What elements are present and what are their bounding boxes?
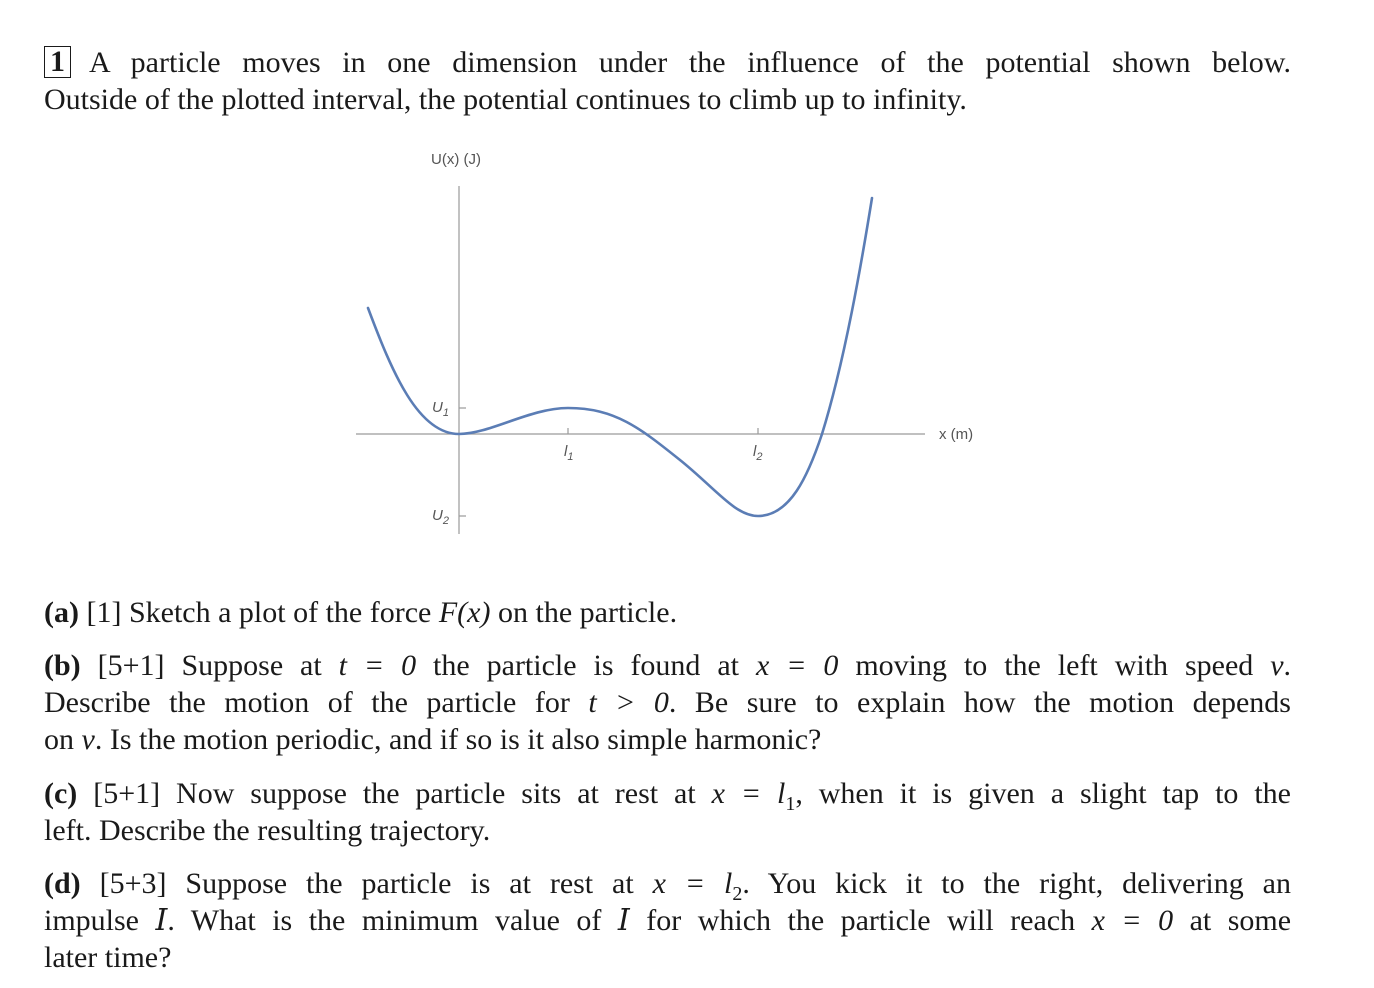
part-b-points: [5+1] [97,649,165,682]
part-b-text5: Be sure to explain how the motion depends [694,686,1291,719]
part-d-text2: . You kick it to the right, delivering an [742,867,1291,900]
part-b-line2: Describe the motion of the particle for t > 0. Be sure to explain how the motion depends [44,686,1291,719]
part-d-math2: x = 0 [1091,904,1174,937]
intro-text-1: A particle moves in one dimension under the influence of the potential shown below. [89,46,1291,79]
part-b-math1: t = 0 [338,649,417,682]
part-c-points: [5+1] [93,777,161,810]
part-c-math: x = l [711,777,786,810]
part-b-text7: Is the motion periodic, and if so is it also simple harmonic? [109,723,822,756]
part-b-line1: (b) [5+1] Suppose at t = 0 the particle is found at x = 0 moving to the left with speed v. [44,649,1292,682]
part-a-math: F(x) [438,596,491,629]
part-b-var2: v [81,723,95,756]
part-d-text3: impulse [44,904,139,937]
part-a-end: on the particle. [497,596,678,629]
potential-curve [368,198,872,516]
label-u2: $U_2$ [432,507,449,527]
part-b-label: (b) [44,649,81,682]
part-d-impulse-symbol: I [155,903,168,938]
part-d-label: (d) [44,867,81,900]
part-d-sub: 2 [732,883,743,905]
part-c-text1: Now suppose the particle sits at rest at [176,777,696,810]
part-b-text6: on [44,723,74,756]
part-a-points: [1] [86,596,122,629]
part-d-text5: for which the particle will reach [646,904,1076,937]
part-d-line2 [44,902,1291,939]
part-d-line3: later time? [44,941,172,974]
part-b-text3: moving to the left with speed [855,649,1254,682]
part-d-math: x = l [652,867,733,900]
part-d-points: [5+3] [99,867,167,900]
problem-number: 1 [44,46,71,78]
part-d-text4: . What is the minimum value of [167,904,602,937]
part-c-label: (c) [44,777,78,810]
part-b-text4: Describe the motion of the particle for [44,686,570,719]
problem-intro-line2: Outside of the plotted interval, the potential continues to climb up to infinity. [44,83,967,116]
part-a-label: (a) [44,596,79,629]
part-a-text: Sketch a plot of the force [128,596,432,629]
part-b-math3: t > 0 [588,686,669,719]
part-d-impulse-symbol-2: I [617,903,630,938]
part-d-text6: at some [1189,904,1292,937]
part-b-text1: Suppose at [181,649,322,682]
label-u1: $U_1$ [432,399,449,419]
part-c-line2: left. Describe the resulting trajectory. [44,814,491,847]
part-b-var: v [1270,649,1284,682]
part-c-sub: 1 [785,793,796,815]
part-c-text2: , when it is given a slight tap to the [795,777,1291,810]
part-a [44,594,1291,631]
x-axis-label: x (m) [939,426,974,443]
y-axis-label: U(x) (J) [431,151,481,168]
label-l1: $l_1$ [564,443,574,463]
part-b-math2: x = 0 [755,649,839,682]
part-b-line3: on v. Is the motion periodic, and if so is it also simple harmonic? [44,723,822,756]
label-l2: $l_2$ [753,443,763,463]
part-d-text1: Suppose the particle is at rest at [185,867,634,900]
part-b-text2: the particle is found at [433,649,740,682]
